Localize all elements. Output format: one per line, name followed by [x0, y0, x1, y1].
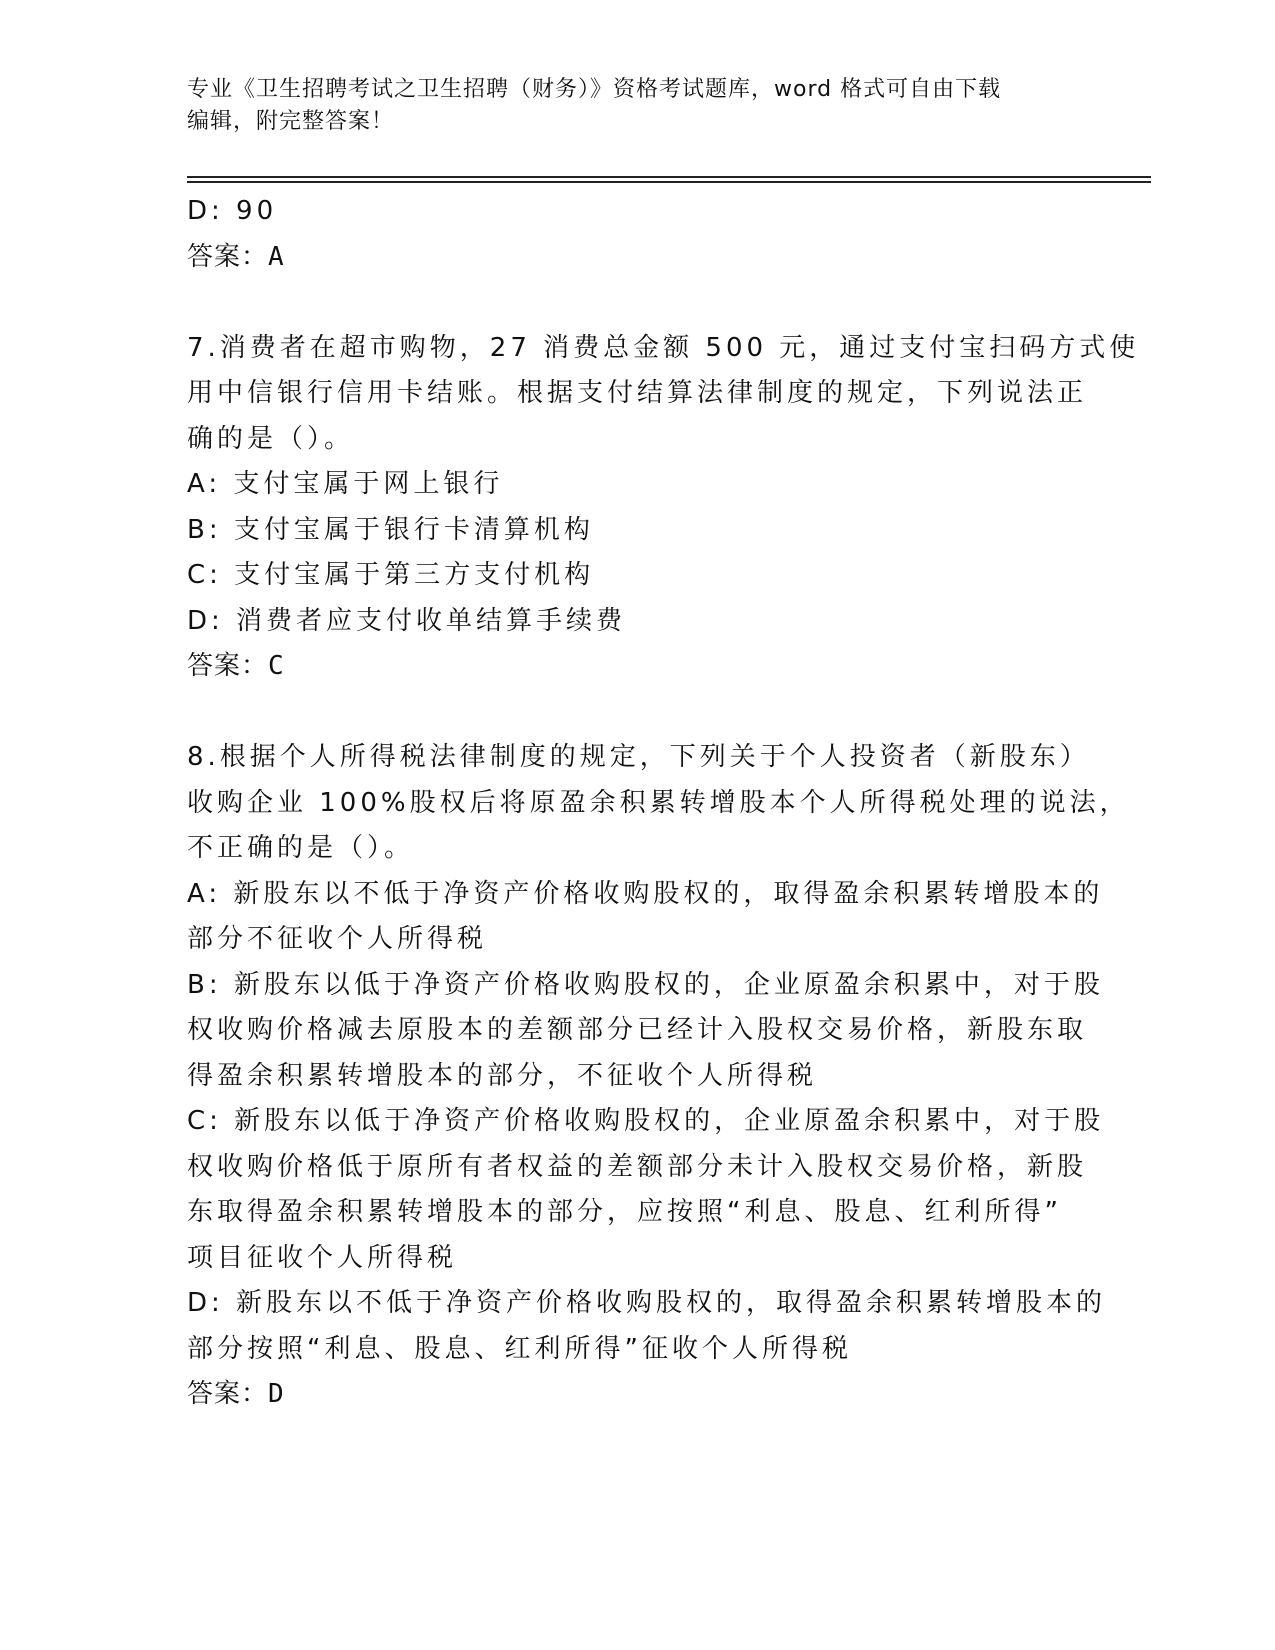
- question-stem-line: 8.根据个人所得税法律制度的规定，下列关于个人投资者（新股东）: [187, 742, 1090, 772]
- option-d: D: 消费者应支付收单结算手续费: [187, 605, 627, 636]
- spacer: [187, 690, 1087, 736]
- option-c: C: 支付宝属于第三方支付机构: [187, 560, 595, 590]
- option-line: 项目征收个人所得税: [187, 1242, 458, 1273]
- option-d: [187, 1281, 1107, 1372]
- option-line: B: 新股东以低于净资产价格收购股权的，企业原盈余积累中，对于股: [187, 969, 1104, 1000]
- document-header: [187, 74, 1067, 138]
- option-a: [187, 872, 1104, 963]
- option-a: A: 支付宝属于网上银行: [187, 469, 504, 499]
- question-8: [187, 735, 1130, 1418]
- question-7: [187, 326, 1140, 690]
- option-line: 权收购价格减去原股本的差额部分已经计入股权交易价格，新股东取: [187, 1015, 1088, 1045]
- option-b: B: 支付宝属于银行卡清算机构: [187, 514, 594, 545]
- question-stem-line: 7.消费者在超市购物，27 消费总金额 500 元，通过支付宝扫码方式使: [187, 332, 1140, 363]
- option-line: 部分不征收个人所得税: [187, 924, 488, 954]
- header-divider: [187, 181, 1151, 183]
- header-line: 专业《卫生招聘考试之卫生招聘（财务）》资格考试题库，word 格式可自由下载: [187, 77, 1002, 102]
- question-stem-line: 收购企业 100%股权后将原盈余积累转增股本个人所得税处理的说法，: [187, 787, 1130, 818]
- option-line: 得盈余积累转增股本的部分，不征收个人所得税: [187, 1060, 818, 1091]
- option-b: [187, 963, 1104, 1100]
- option-line: D: 新股东以不低于净资产价格收购股权的，取得盈余积累转增股本的: [187, 1288, 1107, 1318]
- answer-line: 答案：C: [187, 651, 285, 681]
- header-divider: [187, 176, 1151, 178]
- option-line: 东取得盈余积累转增股本的部分，应按照“利息、股息、红利所得”: [187, 1197, 1062, 1227]
- option-line: A: 新股东以不低于净资产价格收购股权的，取得盈余积累转增股本的: [187, 878, 1104, 909]
- question-stem-line: 确的是（）。: [187, 423, 355, 454]
- option-line: C: 新股东以低于净资产价格收购股权的，企业原盈余积累中，对于股: [187, 1106, 1105, 1136]
- document-body: [187, 189, 1140, 1418]
- spacer: [187, 280, 1087, 326]
- question-stem-line: 不正确的是（）。: [187, 833, 415, 863]
- question-stem-line: 用中信银行信用卡结账。根据支付结算法律制度的规定，下列说法正: [187, 378, 1088, 408]
- header-line: 编辑，附完整答案！: [187, 109, 395, 134]
- answer-line: 答案：D: [187, 1379, 285, 1409]
- option-d: D: 90: [187, 196, 278, 226]
- previous-question-tail: [187, 189, 1087, 280]
- option-line: 部分按照“利息、股息、红利所得”征收个人所得税: [187, 1333, 852, 1364]
- answer-line: 答案：A: [187, 241, 285, 272]
- option-line: 权收购价格低于原所有者权益的差额部分未计入股权交易价格，新股: [187, 1151, 1088, 1182]
- option-c: [187, 1099, 1105, 1281]
